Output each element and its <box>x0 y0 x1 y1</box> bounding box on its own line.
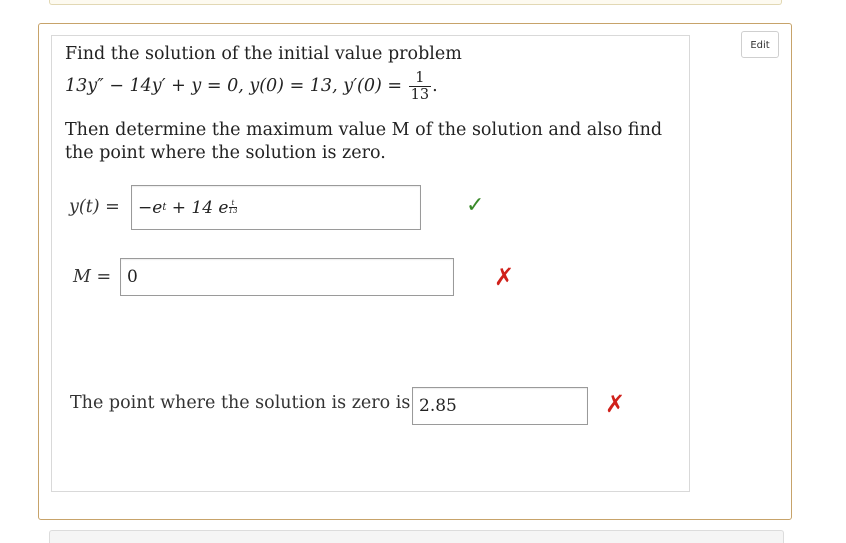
solution-exponent-fraction <box>229 200 238 215</box>
zero-point-input[interactable]: 2.85 <box>412 387 588 425</box>
solution-value-exp1: t <box>162 202 167 213</box>
next-question-card <box>49 530 784 543</box>
ic-fraction <box>409 70 431 103</box>
equation-period: . <box>432 76 438 96</box>
previous-question-card <box>49 0 782 5</box>
max-value-input[interactable]: 0 <box>120 258 454 296</box>
problem-equation <box>65 70 438 103</box>
ic-fraction-numerator: 1 <box>409 70 431 87</box>
problem-followup-line1: Then determine the maximum value M of the solution and also find <box>65 120 663 140</box>
question-content <box>51 35 690 492</box>
edit-button[interactable]: Edit <box>741 31 779 58</box>
solution-input[interactable] <box>131 185 421 230</box>
correct-check-icon: ✓ <box>466 193 485 218</box>
zero-point-label: The point where the solution is zero is <box>70 393 411 413</box>
problem-intro: Find the solution of the initial value problem <box>65 44 462 64</box>
max-value-label: M = <box>73 267 112 287</box>
incorrect-x-icon: ✗ <box>494 263 515 291</box>
ic-fraction-denominator: 13 <box>410 87 430 103</box>
equation-text: 13y″ − 14y′ + y = 0, y(0) = 13, y′(0) = <box>65 76 403 96</box>
solution-value-main: −e <box>138 197 163 218</box>
solution-value-mid: + 14 e <box>166 197 229 218</box>
solution-exp-denominator: 13 <box>228 207 238 215</box>
solution-label: y(t) = <box>69 197 120 217</box>
incorrect-x-icon: ✗ <box>605 390 626 418</box>
problem-followup-line2: the point where the solution is zero. <box>65 143 386 163</box>
solution-exp-numerator: t <box>229 200 238 208</box>
